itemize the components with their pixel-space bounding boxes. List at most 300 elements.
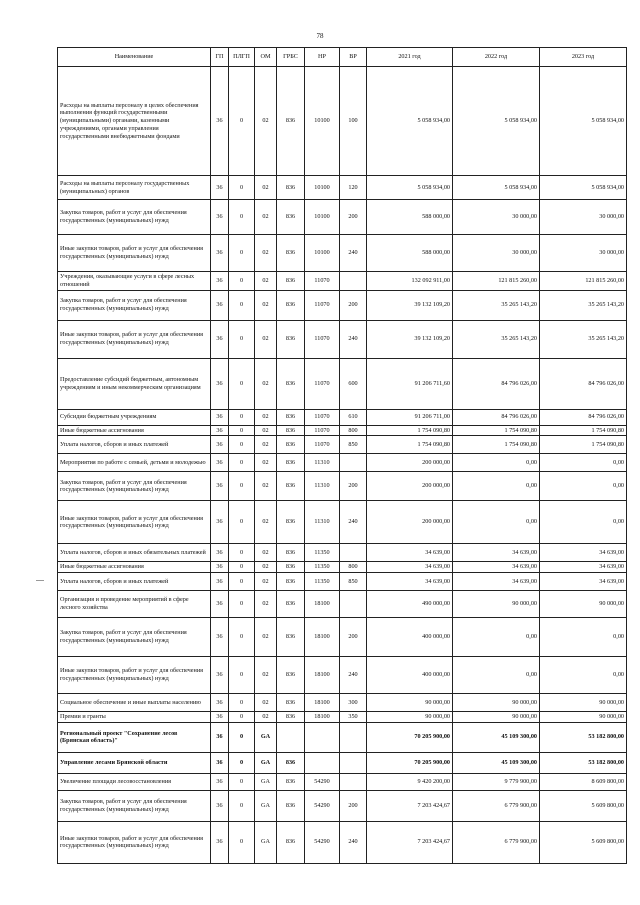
cell-name: Уплата налогов, сборов и иных обязательных платежей: [58, 544, 211, 562]
cell-2023: 53 182 800,00: [540, 722, 627, 752]
table-row: [58, 573, 627, 591]
cell-nr: 11070: [305, 320, 340, 358]
cell-om: 02: [255, 657, 277, 694]
cell-nr: 18100: [305, 657, 340, 694]
table-row: [58, 821, 627, 863]
cell-om: 02: [255, 618, 277, 657]
cell-2022: 30 000,00: [453, 200, 540, 235]
cell-plgp: 0: [229, 790, 255, 821]
cell-plgp: 0: [229, 235, 255, 272]
table-row: [58, 425, 627, 436]
cell-vr: 240: [340, 235, 367, 272]
cell-2022: 34 639,00: [453, 562, 540, 573]
cell-2023: 0,00: [540, 618, 627, 657]
cell-2022: 6 779 900,00: [453, 790, 540, 821]
cell-grbs: 836: [277, 618, 305, 657]
cell-vr: [340, 722, 367, 752]
cell-om: 02: [255, 176, 277, 200]
cell-vr: [340, 752, 367, 773]
cell-name: Учреждения, оказывающие услуги в сфере лесных отношений: [58, 272, 211, 291]
cell-om: 02: [255, 501, 277, 544]
cell-om: GA: [255, 722, 277, 752]
cell-vr: 800: [340, 425, 367, 436]
cell-2022: 84 796 026,00: [453, 409, 540, 425]
cell-om: 02: [255, 544, 277, 562]
table-body: [58, 67, 627, 864]
cell-plgp: 0: [229, 544, 255, 562]
cell-name: Иные бюджетные ассигнования: [58, 425, 211, 436]
cell-nr: 11310: [305, 501, 340, 544]
cell-2022: 0,00: [453, 618, 540, 657]
cell-2021: 200 000,00: [367, 501, 453, 544]
cell-nr: [305, 722, 340, 752]
cell-vr: 240: [340, 821, 367, 863]
cell-nr: 10100: [305, 200, 340, 235]
cell-2021: 588 000,00: [367, 235, 453, 272]
cell-om: 02: [255, 573, 277, 591]
cell-2022: 0,00: [453, 501, 540, 544]
cell-2021: 400 000,00: [367, 618, 453, 657]
cell-grbs: 836: [277, 591, 305, 618]
table-row: [58, 235, 627, 272]
cell-vr: [340, 454, 367, 472]
cell-2023: 5 609 800,00: [540, 821, 627, 863]
cell-grbs: 836: [277, 752, 305, 773]
cell-gp: 36: [211, 436, 229, 454]
cell-plgp: 0: [229, 67, 255, 176]
cell-nr: 54290: [305, 790, 340, 821]
cell-gp: 36: [211, 454, 229, 472]
cell-2023: 34 639,00: [540, 562, 627, 573]
cell-2021: 70 205 900,00: [367, 752, 453, 773]
cell-2023: 5 609 800,00: [540, 790, 627, 821]
cell-2022: 90 000,00: [453, 694, 540, 712]
cell-vr: 240: [340, 657, 367, 694]
cell-vr: 200: [340, 472, 367, 501]
cell-om: 02: [255, 436, 277, 454]
cell-gp: 36: [211, 472, 229, 501]
cell-vr: [340, 591, 367, 618]
cell-plgp: 0: [229, 773, 255, 790]
cell-gp: 36: [211, 358, 229, 409]
cell-2023: 90 000,00: [540, 591, 627, 618]
cell-2023: 5 058 934,00: [540, 176, 627, 200]
cell-2022: 9 779 900,00: [453, 773, 540, 790]
table-row: [58, 722, 627, 752]
cell-gp: 36: [211, 694, 229, 712]
cell-2022: 0,00: [453, 657, 540, 694]
cell-gp: 36: [211, 409, 229, 425]
cell-om: 02: [255, 409, 277, 425]
cell-grbs: 836: [277, 67, 305, 176]
cell-vr: 300: [340, 694, 367, 712]
cell-nr: 11070: [305, 436, 340, 454]
cell-vr: 200: [340, 790, 367, 821]
cell-grbs: 836: [277, 472, 305, 501]
cell-name: Иные закупки товаров, работ и услуг для обеспечения государственных (муниципальных) нужд: [58, 821, 211, 863]
cell-2021: 90 000,00: [367, 712, 453, 723]
page-number: 78: [316, 32, 324, 40]
cell-name: Уплата налогов, сборов и иных платежей: [58, 436, 211, 454]
cell-nr: 54290: [305, 773, 340, 790]
cell-grbs: 836: [277, 657, 305, 694]
cell-vr: [340, 773, 367, 790]
cell-gp: 36: [211, 618, 229, 657]
cell-2022: 1 754 090,80: [453, 425, 540, 436]
cell-gp: 36: [211, 176, 229, 200]
cell-plgp: 0: [229, 562, 255, 573]
cell-2022: 35 265 143,20: [453, 320, 540, 358]
cell-nr: 54290: [305, 821, 340, 863]
cell-grbs: 836: [277, 436, 305, 454]
cell-nr: 18100: [305, 712, 340, 723]
cell-2023: 34 639,00: [540, 573, 627, 591]
cell-2022: 35 265 143,20: [453, 290, 540, 320]
cell-nr: 11310: [305, 454, 340, 472]
cell-plgp: 0: [229, 591, 255, 618]
table-row: [58, 591, 627, 618]
cell-plgp: 0: [229, 290, 255, 320]
cell-nr: 11350: [305, 562, 340, 573]
cell-gp: 36: [211, 200, 229, 235]
cell-name: Мероприятия по работе с семьей, детьми и молодежью: [58, 454, 211, 472]
cell-om: 02: [255, 454, 277, 472]
column-header-2023: 2023 год: [540, 48, 627, 67]
cell-grbs: 836: [277, 562, 305, 573]
cell-2023: 5 058 934,00: [540, 67, 627, 176]
cell-plgp: 0: [229, 722, 255, 752]
table-row: [58, 657, 627, 694]
cell-2022: 90 000,00: [453, 591, 540, 618]
cell-nr: 18100: [305, 694, 340, 712]
cell-name: Закупка товаров, работ и услуг для обеспечения государственных (муниципальных) нужд: [58, 200, 211, 235]
cell-gp: 36: [211, 501, 229, 544]
cell-2022: 30 000,00: [453, 235, 540, 272]
table-header-row: [58, 48, 627, 67]
cell-vr: 200: [340, 618, 367, 657]
cell-name: Региональный проект "Сохранение лесов (Брянская область)": [58, 722, 211, 752]
column-header-grbs: ГРБС: [277, 48, 305, 67]
table-row: [58, 618, 627, 657]
cell-2021: 5 058 934,00: [367, 67, 453, 176]
cell-nr: 11070: [305, 409, 340, 425]
cell-nr: 18100: [305, 591, 340, 618]
table-row: [58, 272, 627, 291]
table-row: [58, 409, 627, 425]
cell-2023: 84 796 026,00: [540, 358, 627, 409]
cell-2021: 91 206 711,00: [367, 409, 453, 425]
cell-nr: 18100: [305, 618, 340, 657]
cell-om: 02: [255, 694, 277, 712]
cell-vr: 120: [340, 176, 367, 200]
cell-gp: 36: [211, 773, 229, 790]
cell-plgp: 0: [229, 712, 255, 723]
cell-grbs: 836: [277, 573, 305, 591]
cell-vr: 200: [340, 200, 367, 235]
cell-nr: 10100: [305, 67, 340, 176]
cell-plgp: 0: [229, 454, 255, 472]
cell-2021: 39 132 109,20: [367, 290, 453, 320]
cell-plgp: 0: [229, 425, 255, 436]
cell-plgp: 0: [229, 573, 255, 591]
cell-gp: 36: [211, 752, 229, 773]
cell-grbs: 836: [277, 358, 305, 409]
cell-nr: [305, 752, 340, 773]
cell-plgp: 0: [229, 320, 255, 358]
cell-2021: 7 203 424,67: [367, 821, 453, 863]
cell-grbs: 836: [277, 200, 305, 235]
cell-vr: 240: [340, 320, 367, 358]
cell-grbs: 836: [277, 425, 305, 436]
cell-grbs: 836: [277, 235, 305, 272]
cell-2023: 90 000,00: [540, 712, 627, 723]
table-row: [58, 752, 627, 773]
cell-grbs: 836: [277, 694, 305, 712]
cell-name: Увеличение площади лесовосстановления: [58, 773, 211, 790]
cell-name: Иные бюджетные ассигнования: [58, 562, 211, 573]
cell-2023: 30 000,00: [540, 235, 627, 272]
column-header-name: Наименование: [58, 48, 211, 67]
cell-2023: 1 754 090,80: [540, 436, 627, 454]
cell-2021: 39 132 109,20: [367, 320, 453, 358]
cell-name: Закупка товаров, работ и услуг для обеспечения государственных (муниципальных) нужд: [58, 290, 211, 320]
cell-vr: 100: [340, 67, 367, 176]
cell-plgp: 0: [229, 176, 255, 200]
cell-om: GA: [255, 790, 277, 821]
cell-2022: 5 058 934,00: [453, 67, 540, 176]
cell-name: Управление лесами Брянской области: [58, 752, 211, 773]
cell-name: Предоставление субсидий бюджетным, автономным учреждениям и иным некоммерческим организациям: [58, 358, 211, 409]
cell-gp: 36: [211, 573, 229, 591]
cell-name: Расходы на выплаты персоналу в целях обеспечения выполнения функций государственными (муниципальными) органами, казенными учреждениями, органами управления государственными внебюджетными фондами: [58, 67, 211, 176]
budget-table: [57, 47, 627, 864]
cell-2023: 0,00: [540, 657, 627, 694]
cell-plgp: 0: [229, 618, 255, 657]
column-header-nr: НР: [305, 48, 340, 67]
cell-2021: 588 000,00: [367, 200, 453, 235]
column-header-2021: 2021 год: [367, 48, 453, 67]
cell-nr: 11350: [305, 544, 340, 562]
cell-grbs: 836: [277, 773, 305, 790]
cell-grbs: 836: [277, 176, 305, 200]
cell-2021: 34 639,00: [367, 562, 453, 573]
cell-om: GA: [255, 821, 277, 863]
cell-plgp: 0: [229, 657, 255, 694]
cell-om: 02: [255, 235, 277, 272]
cell-vr: 800: [340, 562, 367, 573]
cell-plgp: 0: [229, 752, 255, 773]
cell-om: 02: [255, 562, 277, 573]
table-row: [58, 358, 627, 409]
cell-name: Организация и проведение мероприятий в сфере лесного хозяйства: [58, 591, 211, 618]
cell-2022: 34 639,00: [453, 573, 540, 591]
cell-2021: 7 203 424,67: [367, 790, 453, 821]
cell-name: Закупка товаров, работ и услуг для обеспечения государственных (муниципальных) нужд: [58, 790, 211, 821]
cell-name: Социальное обеспечение и иные выплаты населению: [58, 694, 211, 712]
cell-plgp: 0: [229, 272, 255, 291]
table-row: [58, 454, 627, 472]
cell-name: Уплата налогов, сборов и иных платежей: [58, 573, 211, 591]
cell-grbs: 836: [277, 409, 305, 425]
cell-2021: 9 420 200,00: [367, 773, 453, 790]
table-row: [58, 501, 627, 544]
cell-gp: 36: [211, 722, 229, 752]
cell-grbs: 836: [277, 290, 305, 320]
cell-vr: [340, 272, 367, 291]
cell-2021: 70 205 900,00: [367, 722, 453, 752]
cell-2023: 0,00: [540, 472, 627, 501]
cell-2023: 1 754 090,80: [540, 425, 627, 436]
cell-2023: 84 796 026,00: [540, 409, 627, 425]
cell-om: 02: [255, 320, 277, 358]
cell-2023: 0,00: [540, 454, 627, 472]
cell-2022: 45 109 300,00: [453, 752, 540, 773]
cell-gp: 36: [211, 821, 229, 863]
cell-nr: 11350: [305, 573, 340, 591]
table-row: [58, 200, 627, 235]
cell-name: Иные закупки товаров, работ и услуг для обеспечения государственных (муниципальных) нужд: [58, 235, 211, 272]
cell-2021: 91 206 711,60: [367, 358, 453, 409]
cell-gp: 36: [211, 591, 229, 618]
cell-plgp: 0: [229, 472, 255, 501]
cell-om: 02: [255, 712, 277, 723]
cell-om: 02: [255, 472, 277, 501]
cell-vr: 200: [340, 290, 367, 320]
cell-nr: 10100: [305, 176, 340, 200]
cell-2022: 121 815 260,00: [453, 272, 540, 291]
cell-nr: 11070: [305, 425, 340, 436]
cell-gp: 36: [211, 712, 229, 723]
cell-vr: 350: [340, 712, 367, 723]
table-row: [58, 694, 627, 712]
cell-2023: 0,00: [540, 501, 627, 544]
cell-name: Расходы на выплаты персоналу государственных (муниципальных) органов: [58, 176, 211, 200]
cell-grbs: 836: [277, 272, 305, 291]
cell-2021: 132 092 911,00: [367, 272, 453, 291]
cell-2021: 90 000,00: [367, 694, 453, 712]
table-row: [58, 176, 627, 200]
cell-om: GA: [255, 752, 277, 773]
cell-vr: 850: [340, 436, 367, 454]
cell-plgp: 0: [229, 200, 255, 235]
cell-name: Премии и гранты: [58, 712, 211, 723]
cell-grbs: 836: [277, 790, 305, 821]
cell-2021: 5 058 934,00: [367, 176, 453, 200]
cell-gp: 36: [211, 544, 229, 562]
cell-nr: 11310: [305, 472, 340, 501]
cell-name: Иные закупки товаров, работ и услуг для обеспечения государственных (муниципальных) нужд: [58, 501, 211, 544]
cell-grbs: 836: [277, 320, 305, 358]
cell-grbs: 836: [277, 501, 305, 544]
cell-grbs: 836: [277, 454, 305, 472]
cell-2023: 121 815 260,00: [540, 272, 627, 291]
cell-name: Иные закупки товаров, работ и услуг для обеспечения государственных (муниципальных) нужд: [58, 320, 211, 358]
cell-name: Субсидии бюджетным учреждениям: [58, 409, 211, 425]
cell-2022: 84 796 026,00: [453, 358, 540, 409]
cell-name: Закупка товаров, работ и услуг для обеспечения государственных (муниципальных) нужд: [58, 618, 211, 657]
cell-name: Иные закупки товаров, работ и услуг для обеспечения государственных (муниципальных) нужд: [58, 657, 211, 694]
scan-edge-mark: [36, 580, 44, 581]
table-row: [58, 712, 627, 723]
table-row: [58, 472, 627, 501]
cell-gp: 36: [211, 235, 229, 272]
cell-nr: 11070: [305, 272, 340, 291]
cell-2022: 5 058 934,00: [453, 176, 540, 200]
column-header-gp: ГП: [211, 48, 229, 67]
cell-plgp: 0: [229, 501, 255, 544]
table-row: [58, 67, 627, 176]
cell-gp: 36: [211, 425, 229, 436]
cell-2021: 34 639,00: [367, 573, 453, 591]
cell-om: 02: [255, 591, 277, 618]
cell-2021: 1 754 090,80: [367, 425, 453, 436]
cell-2023: 35 265 143,20: [540, 320, 627, 358]
column-header-plgp: ПЛГП: [229, 48, 255, 67]
cell-2022: 34 639,00: [453, 544, 540, 562]
cell-gp: 36: [211, 272, 229, 291]
table-row: [58, 562, 627, 573]
cell-gp: 36: [211, 790, 229, 821]
cell-nr: 11070: [305, 290, 340, 320]
table-row: [58, 320, 627, 358]
table-row: [58, 790, 627, 821]
cell-nr: 10100: [305, 235, 340, 272]
cell-2022: 0,00: [453, 454, 540, 472]
table-row: [58, 773, 627, 790]
cell-2023: 30 000,00: [540, 200, 627, 235]
cell-gp: 36: [211, 320, 229, 358]
cell-grbs: 836: [277, 712, 305, 723]
cell-2021: 200 000,00: [367, 454, 453, 472]
cell-vr: [340, 544, 367, 562]
cell-2023: 90 000,00: [540, 694, 627, 712]
cell-om: GA: [255, 773, 277, 790]
cell-name: Закупка товаров, работ и услуг для обеспечения государственных (муниципальных) нужд: [58, 472, 211, 501]
cell-2023: 34 639,00: [540, 544, 627, 562]
cell-2023: 8 609 800,00: [540, 773, 627, 790]
cell-gp: 36: [211, 290, 229, 320]
cell-om: 02: [255, 200, 277, 235]
cell-2023: 53 182 800,00: [540, 752, 627, 773]
cell-vr: 610: [340, 409, 367, 425]
cell-2022: 1 754 090,80: [453, 436, 540, 454]
cell-2021: 34 639,00: [367, 544, 453, 562]
column-header-2022: 2022 год: [453, 48, 540, 67]
cell-vr: 850: [340, 573, 367, 591]
cell-vr: 600: [340, 358, 367, 409]
cell-om: 02: [255, 272, 277, 291]
cell-plgp: 0: [229, 409, 255, 425]
cell-2021: 400 000,00: [367, 657, 453, 694]
cell-plgp: 0: [229, 436, 255, 454]
cell-grbs: [277, 722, 305, 752]
cell-om: 02: [255, 358, 277, 409]
cell-plgp: 0: [229, 358, 255, 409]
cell-gp: 36: [211, 67, 229, 176]
table-row: [58, 544, 627, 562]
cell-vr: 240: [340, 501, 367, 544]
cell-2021: 200 000,00: [367, 472, 453, 501]
column-header-om: ОМ: [255, 48, 277, 67]
cell-plgp: 0: [229, 694, 255, 712]
cell-grbs: 836: [277, 544, 305, 562]
cell-grbs: 836: [277, 821, 305, 863]
cell-plgp: 0: [229, 821, 255, 863]
cell-nr: 11070: [305, 358, 340, 409]
cell-2021: 1 754 090,80: [367, 436, 453, 454]
cell-gp: 36: [211, 562, 229, 573]
cell-2023: 35 265 143,20: [540, 290, 627, 320]
